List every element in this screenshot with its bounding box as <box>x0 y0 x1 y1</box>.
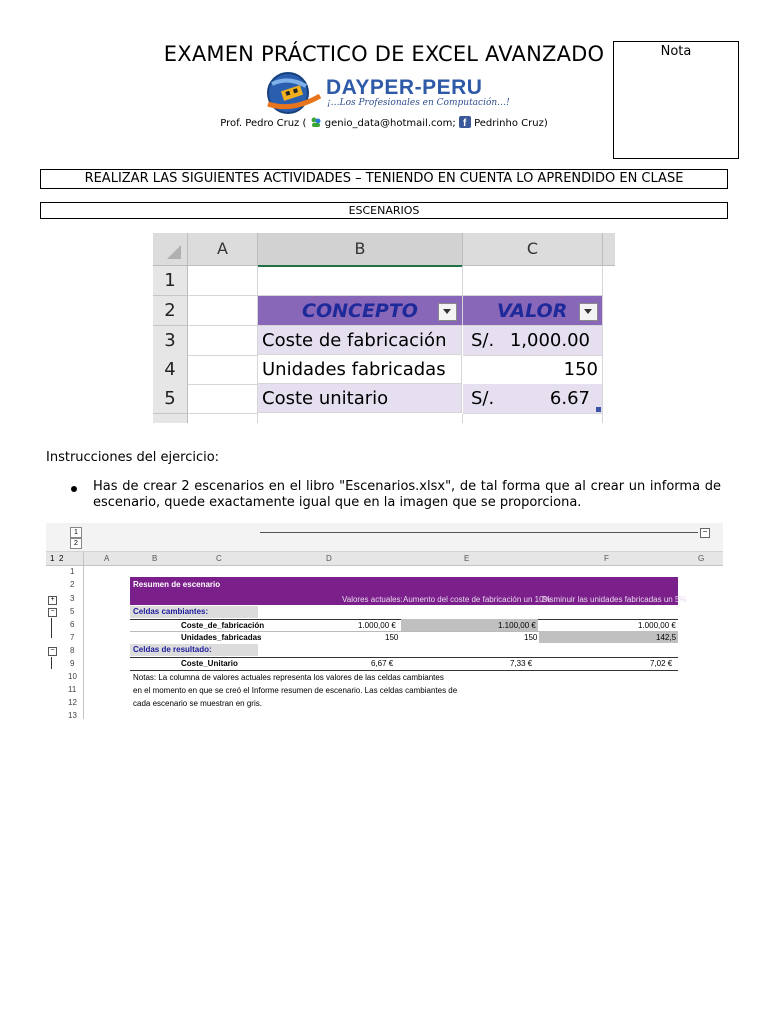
table-header-valor: VALOR <box>463 296 603 326</box>
select-all-corner <box>153 233 188 266</box>
table-cell-label: Coste de fabricación <box>258 326 462 355</box>
row-header-1: 1 <box>153 266 188 296</box>
notes-line: Notas: La columna de valores actuales representa los valores de las celdas cambiantes <box>133 673 444 682</box>
summary-title: Resumen de escenario <box>133 580 221 589</box>
table-cell-label: Unidades fabricadas <box>258 355 462 384</box>
contact-prefix: Prof. Pedro Cruz ( <box>220 118 307 129</box>
col-header-g: G <box>698 554 705 563</box>
outline-level-1-button[interactable]: 1 <box>70 527 82 538</box>
outline-collapse-button[interactable]: − <box>700 528 710 538</box>
brand-name: DAYPER-PERU <box>326 76 483 99</box>
activities-banner: REALIZAR LAS SIGUIENTES ACTIVIDADES – TENIENDO EN CUENTA LO APRENDIDO EN CLASE <box>40 169 728 189</box>
facebook-icon <box>459 116 471 128</box>
filter-dropdown-icon[interactable] <box>579 303 598 321</box>
value-scenario-1: 150 <box>524 633 538 642</box>
col-header-a: A <box>188 233 258 266</box>
value-scenario-2: 142,5 <box>656 633 677 642</box>
row-label: Coste_de_fabricación <box>181 621 265 630</box>
row-label: Coste_Unitario <box>181 659 238 668</box>
logo <box>262 70 326 116</box>
changing-cells-label: Celdas cambiantes: <box>133 607 209 616</box>
contact-line <box>0 116 768 129</box>
row-header-5: 5 <box>153 384 188 414</box>
contact-facebook[interactable]: Pedrinho Cruz) <box>474 118 548 129</box>
tagline: ¡…Los Profesionales en Computación…! <box>327 98 510 108</box>
value-scenario-1: 7,33 € <box>510 659 533 668</box>
col-header-b: B <box>258 233 463 267</box>
outline-level-2-button[interactable]: 2 <box>59 554 64 563</box>
excel-snapshot-table <box>153 233 615 423</box>
value-scenario-2: 7,02 € <box>650 659 673 668</box>
scenario-summary-snapshot: 1 2 − 1 2 A B C D E F G + − − 1 2 3 5 6 7 8 9 10 11 12 13 Resumen de escenario Valores actuales: Aumento del coste de fabricación un 10% Disminuir las unidades fabricadas un 5% Celdas cambiantes: Coste_de_fabricación 1.000,00 € 1.100,00 € 1.000,00 € Unidades_fabricadas 150 150 142,5 Celdas de resultado: Coste_Unitario 6,67 € 7,33 € 7,02 € Notas: La columna de valores actuales representa los valores de las celdas cambiantes en el momento en que se creó el Informe resumen de escenario. Las celdas cambiantes de cada escenario se muestran en gris. <box>46 523 723 719</box>
instructions-title: Instrucciones del ejercicio: <box>46 450 220 465</box>
notes-line: en el momento en que se creó el Informe resumen de escenario. Las celdas cambiantes de <box>133 686 458 695</box>
result-cells-label: Celdas de resultado: <box>133 645 212 654</box>
messenger-icon <box>310 116 322 128</box>
scenario-1-label: Aumento del coste de fabricación un 10% <box>403 595 551 604</box>
value-scenario-1: 1.100,00 € <box>498 621 536 630</box>
notes-line: cada escenario se muestran en gris. <box>133 699 262 708</box>
table-cell-value: S/. 6.67 <box>463 384 603 414</box>
col-header-b: B <box>152 554 158 563</box>
value-actual: 1.000,00 € <box>358 621 396 630</box>
section-banner: ESCENARIOS <box>40 202 728 219</box>
row-header-2: 2 <box>153 296 188 326</box>
row-header-3: 3 <box>153 326 188 356</box>
value-actual: 150 <box>385 633 399 642</box>
outline-level-1-button[interactable]: 1 <box>50 554 55 563</box>
outline-expand-button[interactable]: + <box>48 596 57 605</box>
table-header-concepto: CONCEPTO <box>258 296 463 326</box>
col-header-d: D <box>326 554 332 563</box>
col-header-a: A <box>104 554 110 563</box>
table-cell-label: Coste unitario <box>258 384 462 413</box>
row-label: Unidades_fabricadas <box>181 633 262 642</box>
table-cell-value: 150 <box>463 355 603 385</box>
nota-box <box>613 41 739 159</box>
table-cell-value: S/. 1,000.00 <box>463 326 603 356</box>
contact-email[interactable]: genio_data@hotmail.com; <box>324 118 456 129</box>
outline-level-2-button[interactable]: 2 <box>70 538 82 549</box>
page-title: EXAMEN PRÁCTICO DE EXCEL AVANZADO <box>163 42 605 66</box>
col-header-c: C <box>463 233 603 266</box>
row-header-4: 4 <box>153 355 188 385</box>
filter-dropdown-icon[interactable] <box>438 303 457 321</box>
col-header-f: F <box>604 554 609 563</box>
bullet-icon <box>70 478 78 486</box>
table-resize-handle[interactable] <box>596 407 601 412</box>
value-scenario-2: 1.000,00 € <box>638 621 676 630</box>
nota-label: Nota <box>660 44 692 59</box>
col-actual-label: Valores actuales: <box>342 595 403 604</box>
instructions-text: Has de crear 2 escenarios en el libro "Escenarios.xlsx", de tal forma que al crear un informa de escenario, quede exactamente igual que en la imagen que se proporciona. <box>93 479 721 510</box>
outline-collapse-button[interactable]: − <box>48 608 57 617</box>
svg-text:f: f <box>462 118 467 128</box>
value-actual: 6,67 € <box>371 659 394 668</box>
col-header-e: E <box>464 554 470 563</box>
scenario-2-label: Disminuir las unidades fabricadas un 5% <box>542 595 687 604</box>
col-header-c: C <box>216 554 222 563</box>
outline-collapse-button[interactable]: − <box>48 647 57 656</box>
